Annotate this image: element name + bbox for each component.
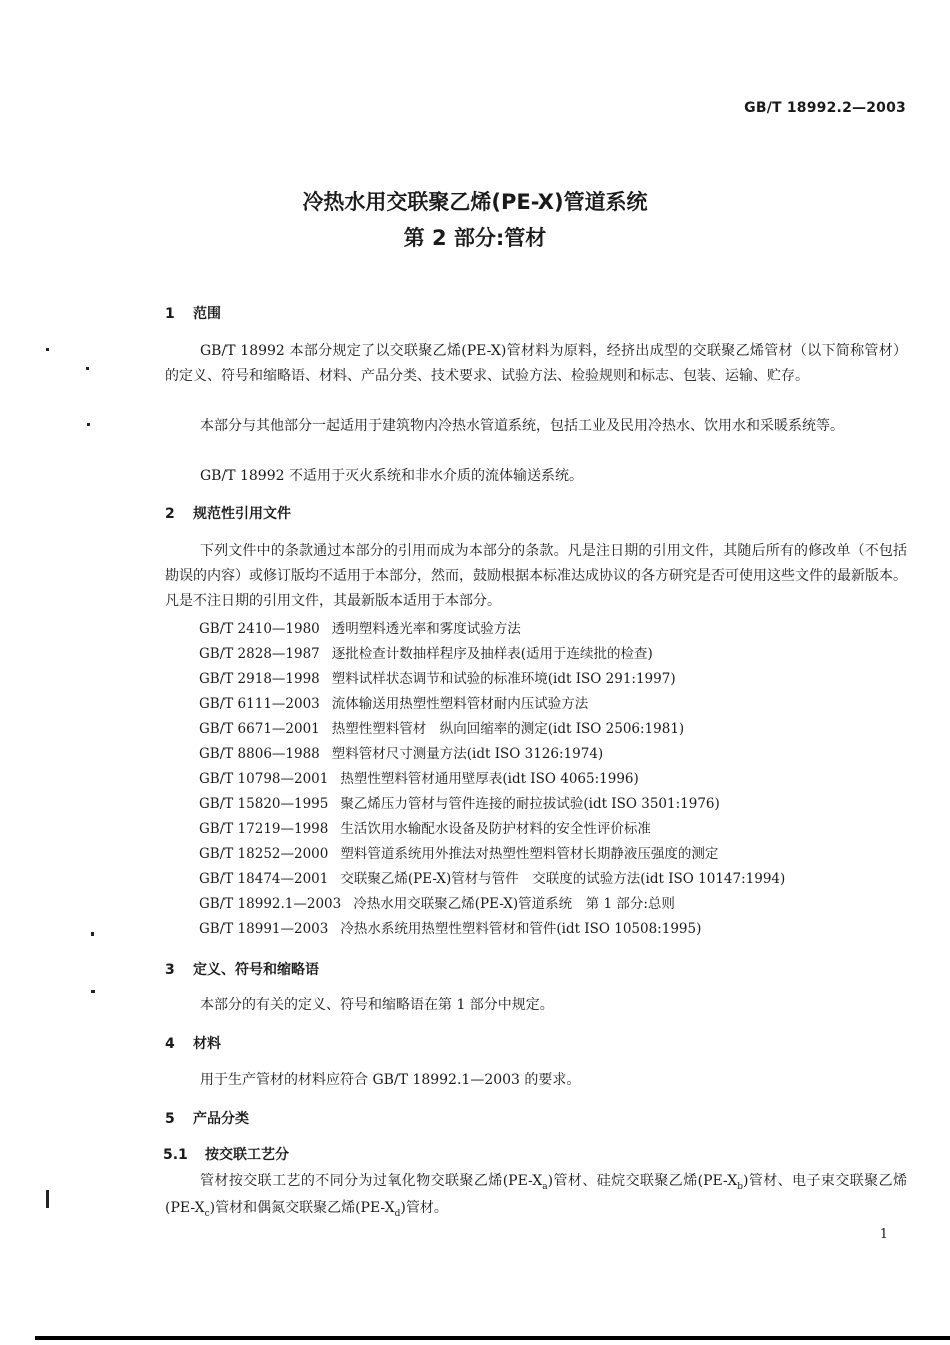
reference-code: GB/T 6111—2003: [199, 696, 320, 712]
scan-speck: [87, 423, 90, 426]
reference-code: GB/T 18991—2003: [199, 921, 329, 937]
reference-title: 塑料管道系统用外推法对热塑性塑料管材长期静液压强度的测定: [340, 846, 719, 862]
scan-speck: [91, 932, 94, 936]
section-5-heading: [165, 1108, 249, 1128]
document-title: 冷热水用交联聚乙烯(PE-X)管道系统: [302, 190, 648, 214]
section-title: 材料: [193, 1036, 221, 1052]
reference-item: [199, 842, 718, 862]
scan-speck: [46, 348, 49, 351]
scan-bar: [46, 1190, 49, 1208]
subscript: a: [542, 1182, 548, 1192]
reference-title: 逐批检查计数抽样程序及抽样表(适用于连续批的检查): [331, 646, 653, 662]
section-1-paragraph-1: GB/T 18992 本部分规定了以交联聚乙烯(PE-X)管材料为原料，经挤出成型的交联聚乙烯管材（以下简称管材）的定义、符号和缩略语、材料、产品分类、技术要求、试验方法、检验规则和标志、包装、运输、贮存。: [165, 343, 907, 384]
section-2-intro: 下列文件中的条款通过本部分的引用而成为本部分的条款。凡是注日期的引用文件，其随后所有的修改单（不包括勘误的内容）或修订版均不适用于本部分，然而，鼓励根据本标准达成协议的各方研究是否可使用这些文件的最新版本。凡是不注日期的引用文件，其最新版本适用于本部分。: [165, 543, 907, 609]
reference-item: [199, 742, 603, 762]
subsection-5-1-text: [165, 1169, 907, 1223]
reference-code: GB/T 18474—2001: [199, 871, 329, 887]
section-3-text: 本部分的有关的定义、符号和缩略语在第 1 部分中规定。: [200, 997, 554, 1013]
reference-code: GB/T 15820—1995: [199, 796, 329, 812]
subsection-title: 按交联工艺分: [205, 1147, 289, 1163]
reference-title: 热塑性塑料管材 纵向回缩率的测定(idt ISO 2506:1981): [331, 721, 685, 737]
reference-item: [199, 617, 521, 637]
standard-code-header: GB/T 18992.2—2003: [744, 100, 906, 116]
reference-item: [199, 667, 676, 687]
scan-speck: [91, 990, 95, 993]
reference-code: GB/T 10798—2001: [199, 771, 329, 787]
section-title: 定义、符号和缩略语: [193, 962, 319, 978]
section-title: 范围: [193, 306, 221, 322]
section-number: 1: [165, 306, 175, 322]
reference-title: 塑料管材尺寸测量方法(idt ISO 3126:1974): [331, 746, 604, 762]
section-4-text: 用于生产管材的材料应符合 GB/T 18992.1—2003 的要求。: [200, 1072, 581, 1088]
reference-title: 冷热水用交联聚乙烯(PE-X)管道系统 第 1 部分:总则: [353, 896, 675, 912]
subscript: d: [394, 1209, 401, 1219]
section-2-heading: [165, 503, 291, 523]
reference-item: [199, 867, 785, 887]
reference-title: 塑料试样状态调节和试验的标准环境(idt ISO 291:1997): [331, 671, 676, 687]
reference-item: [199, 792, 720, 812]
section-title: 规范性引用文件: [193, 506, 291, 522]
section-number: 5: [165, 1111, 175, 1127]
scan-speck: [86, 367, 89, 370]
reference-title: 生活饮用水输配水设备及防护材料的安全性评价标准: [340, 821, 651, 837]
section-number: 3: [165, 962, 175, 978]
reference-item: [199, 917, 701, 937]
section-4-heading: [165, 1033, 221, 1053]
reference-item: [199, 767, 639, 787]
reference-title: 透明塑料透光率和雾度试验方法: [331, 621, 521, 637]
text-run: )管材。: [400, 1200, 448, 1216]
section-1-paragraph-2: 本部分与其他部分一起适用于建筑物内冷热水管道系统，包括工业及民用冷热水、饮用水和采暖系统等。: [200, 418, 844, 434]
page-number: 1: [879, 1227, 888, 1242]
reference-code: GB/T 6671—2001: [199, 721, 320, 737]
subsection-5-1-heading: [163, 1144, 289, 1164]
subscript: b: [737, 1182, 743, 1192]
section-3-heading: [165, 959, 319, 979]
reference-item: [199, 692, 588, 712]
subsection-number: 5.1: [163, 1147, 188, 1163]
reference-item: [199, 717, 684, 737]
reference-code: GB/T 2828—1987: [199, 646, 320, 662]
section-number: 2: [165, 506, 175, 522]
subscript: c: [204, 1209, 210, 1219]
reference-title: 热塑性塑料管材通用壁厚表(idt ISO 4065:1996): [340, 771, 639, 787]
section-1-paragraph-3: GB/T 18992 不适用于灭火系统和非水介质的流体输送系统。: [200, 468, 583, 484]
reference-item: [199, 892, 675, 912]
reference-item: [199, 642, 653, 662]
text-run: )管材、电子束交联聚乙烯(PE-X: [165, 1173, 907, 1216]
reference-code: GB/T 2410—1980: [199, 621, 320, 637]
reference-code: GB/T 2918—1998: [199, 671, 320, 687]
reference-code: GB/T 8806—1988: [199, 746, 320, 762]
page-bottom-rule: [35, 1336, 950, 1340]
section-1-heading: [165, 303, 221, 323]
reference-title: 流体输送用热塑性塑料管材耐内压试验方法: [331, 696, 589, 712]
document-subtitle: 第 2 部分:管材: [403, 226, 547, 250]
reference-code: GB/T 18992.1—2003: [199, 896, 342, 912]
reference-code: GB/T 17219—1998: [199, 821, 329, 837]
reference-title: 交联聚乙烯(PE-X)管材与管件 交联度的试验方法(idt ISO 10147:1994): [340, 871, 786, 887]
section-title: 产品分类: [193, 1111, 249, 1127]
reference-code: GB/T 18252—2000: [199, 846, 329, 862]
reference-title: 冷热水系统用热塑性塑料管材和管件(idt ISO 10508:1995): [340, 921, 702, 937]
text-run: 管材按交联工艺的不同分为过氧化物交联聚乙烯(PE-X: [200, 1173, 543, 1189]
section-number: 4: [165, 1036, 175, 1052]
text-run: )管材和偶氮交联聚乙烯(PE-X: [209, 1200, 395, 1216]
text-run: )管材、硅烷交联聚乙烯(PE-X: [547, 1173, 738, 1189]
reference-item: [199, 817, 651, 837]
reference-title: 聚乙烯压力管材与管件连接的耐拉拔试验(idt ISO 3501:1976): [340, 796, 720, 812]
